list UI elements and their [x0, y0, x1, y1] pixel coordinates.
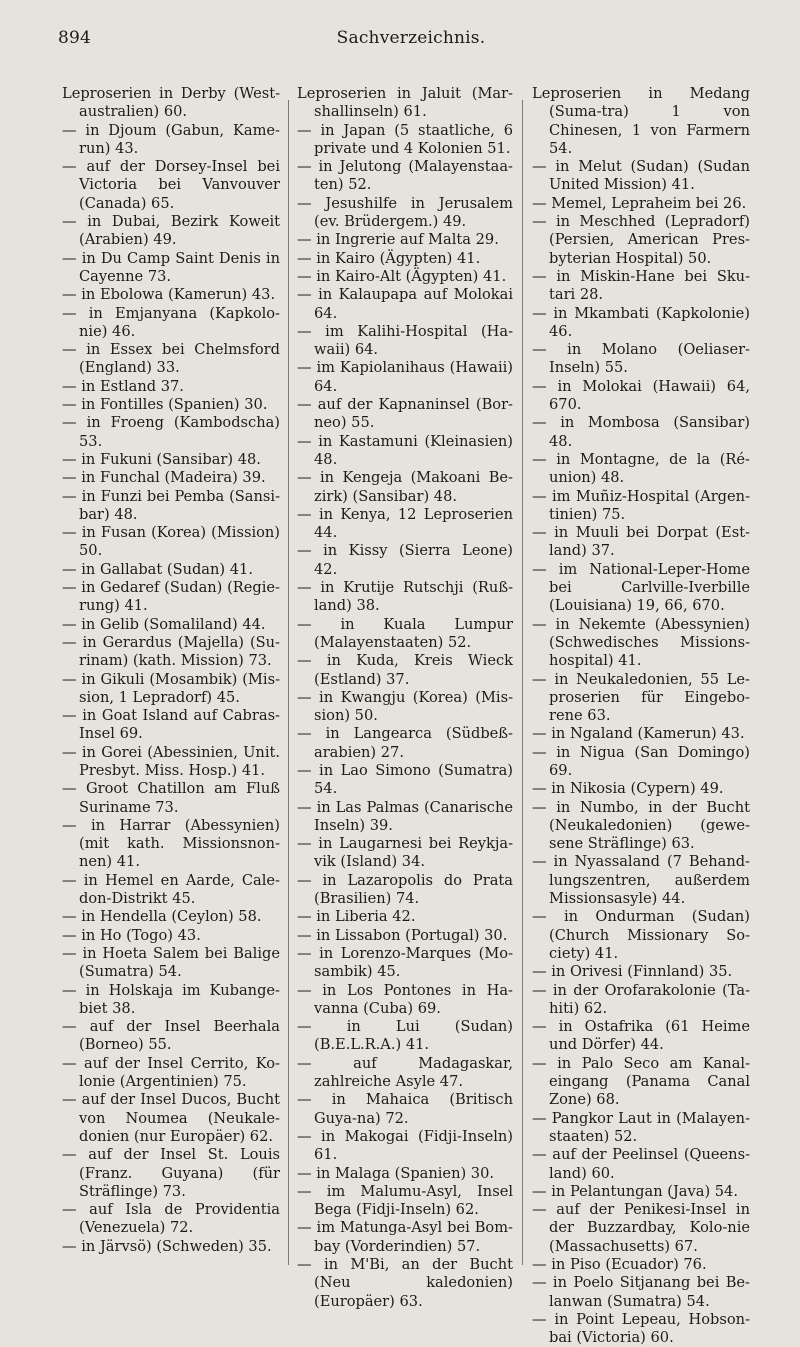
index-entry: — in Lissabon (Portugal) 30.	[297, 926, 508, 944]
index-entry: — in Los Pontones in Ha-vanna (Cuba) 69.	[297, 981, 513, 1017]
index-entry: — in Gorei (Abessinien, Unit. Presbyt. Miss. Hosp.) 41.	[62, 743, 280, 779]
index-entry: — in Palo Seco am Kanal-eingang (Panama Canal Zone) 68.	[532, 1054, 750, 1109]
index-entry: — auf der Insel Cerrito, Ko-lonie (Argentinien) 75.	[62, 1054, 280, 1091]
index-entry: — in Froeng (Kambodscha) 53.	[62, 414, 280, 450]
index-entry: — in Mkambati (Kapkolonie) 46.	[532, 304, 750, 340]
index-entry: — in Gikuli (Mosambik) (Mis-sion, 1 Lepradorf) 45.	[62, 670, 280, 706]
index-entry: — in Kairo (Ägypten) 41.	[297, 249, 481, 267]
index-entry: — in Ingrerie auf Malta 29.	[297, 231, 499, 249]
column-divider	[288, 100, 289, 1265]
index-entry: — in Kwangju (Korea) (Mis-sion) 50.	[297, 688, 513, 725]
index-entry: — in Nigua (San Domingo) 69.	[532, 743, 750, 779]
index-entry: — in Kengeja (Makoani Be-zirk) (Sansibar) 48.	[297, 469, 513, 505]
index-entry: Leproserien in Medang (Suma-tra) 1 von Chinesen, 1 von Farmern 54.	[532, 85, 750, 157]
index-entry: — auf der Insel Ducos, Bucht von Noumea (Neukale-donien (nur Europäer) 62.	[62, 1091, 280, 1145]
index-entry: — auf Isla de Providentia (Venezuela) 72.	[62, 1201, 280, 1237]
index-entry: — in Fontilles (Spanien) 30.	[62, 396, 268, 414]
index-entry: — Jesushilfe in Jerusalem (ev. Brüdergem.) 49.	[297, 194, 513, 231]
index-column-3	[532, 85, 750, 1347]
index-entry: — auf der Insel St. Louis (Franz. Guyana) (für Sträflinge) 73.	[62, 1146, 280, 1200]
index-entry: — in Neukaledonien, 55 Le-proserien für Eingebo-rene 63.	[532, 670, 750, 725]
index-entry: — in Molano (Oeliaser-Inseln) 55.	[532, 341, 750, 377]
index-entry: — in Melut (Sudan) (Sudan United Mission) 41.	[532, 158, 750, 194]
index-entry: — in Harrar (Abessynien) (mit kath. Missionsnon-nen) 41.	[62, 816, 280, 871]
index-entry: — in Järvsö) (Schweden) 35.	[62, 1237, 272, 1255]
index-entry: — in Emjanyana (Kapkolo-nie) 46.	[62, 304, 280, 340]
index-entry: — in Kissy (Sierra Leone) 42.	[297, 542, 513, 578]
index-entry: — in Goat Island auf Cabras-Insel 69.	[62, 707, 280, 743]
index-entry: — in Orivesi (Finnland) 35.	[532, 963, 733, 981]
index-entry: — in Muuli bei Dorpat (Est-land) 37.	[532, 524, 750, 560]
index-entry: — im Matunga-Asyl bei Bom-bay (Vorderindien) 57.	[297, 1219, 513, 1255]
index-entry: — Memel, Lepraheim bei 26.	[532, 194, 747, 212]
index-entry: — in Ebolowa (Kamerun) 43.	[62, 286, 276, 304]
index-entry: — auf Madagaskar, zahlreiche Asyle 47.	[297, 1054, 513, 1091]
index-entry: — in Kalaupapa auf Molokai 64.	[297, 286, 513, 322]
index-entry: — im National-Leper-Home bei Carlville-Iverbille (Louisiana) 19, 66, 670.	[532, 560, 750, 615]
index-column-2	[297, 85, 513, 1311]
index-entry: — in der Orofarakolonie (Ta-hiti) 62.	[532, 981, 750, 1017]
index-entry: — in Montagne, de la (Ré-union) 48.	[532, 450, 750, 487]
index-entry: — in Estland 37.	[62, 377, 184, 395]
index-entry: — in Ngaland (Kamerun) 43.	[532, 725, 745, 743]
index-entry: — in Lui (Sudan) (B.E.L.R.A.) 41.	[297, 1018, 513, 1054]
page-title: Sachverzeichnis.	[336, 28, 486, 48]
index-entry: — im Malumu-Asyl, Insel Bega (Fidji-Inseln) 62.	[297, 1182, 513, 1219]
page-number: 894	[58, 28, 92, 48]
index-entry: — in Pelantungan (Java) 54.	[532, 1182, 738, 1200]
index-entry: — auf der Insel Beerhala (Borneo) 55.	[62, 1018, 280, 1054]
index-entry: — in Kenya, 12 Leproserien 44.	[297, 505, 513, 542]
index-entry: Leproserien in Derby (West-australien) 60.	[62, 85, 280, 121]
index-entry: — in Makogai (Fidji-Inseln) 61.	[297, 1127, 513, 1164]
index-entry: — in Numbo, in der Bucht (Neukaledonien) (gewe-sene Sträflinge) 63.	[532, 798, 750, 853]
index-entry: — in Kairo-Alt (Ägypten) 41.	[297, 267, 507, 285]
index-entry: — in Gerardus (Majella) (Su-rinam) (kath. Mission) 73.	[62, 633, 280, 670]
index-entry: — in Funzi bei Pemba (Sansi-bar) 48.	[62, 487, 280, 523]
index-entry: — in Lazaropolis do Prata (Brasilien) 74.	[297, 871, 513, 908]
index-entry: — in Dubai, Bezirk Koweit (Arabien) 49.	[62, 213, 280, 249]
index-entry: — in Kuala Lumpur (Malayenstaaten) 52.	[297, 615, 513, 651]
index-entry: — in Ondurman (Sudan) (Church Missionary So-ciety) 41.	[532, 908, 750, 962]
index-entry: — in Mahaica (Britisch Guya-na) 72.	[297, 1091, 513, 1127]
index-entry: — in Lao Simono (Sumatra) 54.	[297, 761, 513, 798]
index-entry: — in Nyassaland (7 Behand-lungszentren, außerdem Missionsasyle) 44.	[532, 853, 750, 908]
index-entry: — in Nekemte (Abessynien) (Schwedisches Missions-hospital) 41.	[532, 615, 750, 670]
index-entry: — in Ostafrika (61 Heime und Dörfer) 44.	[532, 1018, 750, 1054]
index-entry: — in Hendella (Ceylon) 58.	[62, 908, 262, 926]
index-entry: — in Kuda, Kreis Wieck (Estland) 37.	[297, 652, 513, 688]
index-entry: — in Miskin-Hane bei Sku-tari 28.	[532, 267, 750, 304]
index-entry: — in Krutije Rutschji (Ruß-land) 38.	[297, 579, 513, 615]
index-entry: — auf der Kapnaninsel (Bor-neo) 55.	[297, 396, 513, 432]
index-entry: — in Gedaref (Sudan) (Regie-rung) 41.	[62, 579, 280, 615]
index-entry: — in Du Camp Saint Denis in Cayenne 73.	[62, 249, 280, 285]
index-entry: — in Hoeta Salem bei Balige (Sumatra) 54.	[62, 944, 280, 981]
index-column-1	[62, 85, 280, 1256]
index-entry: — im Kapiolanihaus (Hawaii) 64.	[297, 359, 513, 395]
index-entry: — in Lorenzo-Marques (Mo-sambik) 45.	[297, 944, 513, 981]
index-entry: — im Muñiz-Hospital (Argen-tinien) 75.	[532, 487, 750, 523]
index-entry: — in Point Lepeau, Hobson-bai (Victoria) 60.	[532, 1310, 750, 1347]
index-entry: — in Japan (5 staatliche, 6 private und 4 Kolonien 51.	[297, 121, 513, 157]
index-entry: — in Djoum (Gabun, Kame-run) 43.	[62, 121, 280, 157]
index-entry: — in Gelib (Somaliland) 44.	[62, 615, 266, 633]
index-entry: Leproserien in Jaluit (Mar-shallinseln) 61.	[297, 85, 513, 121]
index-entry: — in Jelutong (Malayenstaa-ten) 52.	[297, 158, 513, 194]
index-entry: — Pangkor Laut in (Malayen-staaten) 52.	[532, 1109, 750, 1145]
index-entry: — in Hemel en Aarde, Cale-don-Distrikt 45.	[62, 871, 280, 908]
index-entry: — im Kalihi-Hospital (Ha-waii) 64.	[297, 322, 513, 359]
index-entry: — in Funchal (Madeira) 39.	[62, 469, 266, 487]
index-entry: — in Langearca (Südbeß-arabien) 27.	[297, 725, 513, 761]
index-entry: — in Laugarnesi bei Reykja-vik (Island) 34.	[297, 835, 513, 871]
index-entry: — in M'Bi, an der Bucht (Neu kaledonien) (Europäer) 63.	[297, 1256, 513, 1310]
column-divider	[522, 100, 523, 1265]
index-entry: — in Malaga (Spanien) 30.	[297, 1164, 495, 1182]
index-entry: — in Essex bei Chelmsford (England) 33.	[62, 341, 280, 377]
index-entry: — in Fukuni (Sansibar) 48.	[62, 450, 261, 468]
index-entry: — in Piso (Ecuador) 76.	[532, 1256, 707, 1273]
index-entry: — auf der Dorsey-Insel bei Victoria bei Vanvouver (Canada) 65.	[62, 158, 280, 212]
index-entry: — in Kastamuni (Kleinasien) 48.	[297, 432, 513, 468]
index-entry: — in Mombosa (Sansibar) 48.	[532, 414, 750, 450]
index-entry: — in Molokai (Hawaii) 64, 670.	[532, 377, 750, 414]
index-entry: — in Gallabat (Sudan) 41.	[62, 560, 253, 578]
index-entry: — in Ho (Togo) 43.	[62, 926, 201, 944]
index-entry: — in Liberia 42.	[297, 908, 416, 926]
index-entry: — auf der Peelinsel (Queens-land) 60.	[532, 1146, 750, 1182]
index-entry: — in Meschhed (Lepradorf) (Persien, American Pres-byterian Hospital) 50.	[532, 213, 750, 267]
index-entry: — in Poelo Sitjanang bei Be-lanwan (Sumatra) 54.	[532, 1274, 750, 1310]
index-entry: — auf der Penikesi-Insel in der Buzzardbay, Kolo-nie (Massachusetts) 67.	[532, 1201, 750, 1255]
index-entry: — in Fusan (Korea) (Mission) 50.	[62, 524, 280, 560]
index-entry: — in Holskaja im Kubange-biet 38.	[62, 981, 280, 1017]
index-entry: — in Las Palmas (Canarische Inseln) 39.	[297, 798, 513, 834]
index-entry: — Groot Chatillon am Fluß Suriname 73.	[62, 780, 280, 816]
index-entry: — in Nikosia (Cypern) 49.	[532, 780, 724, 798]
